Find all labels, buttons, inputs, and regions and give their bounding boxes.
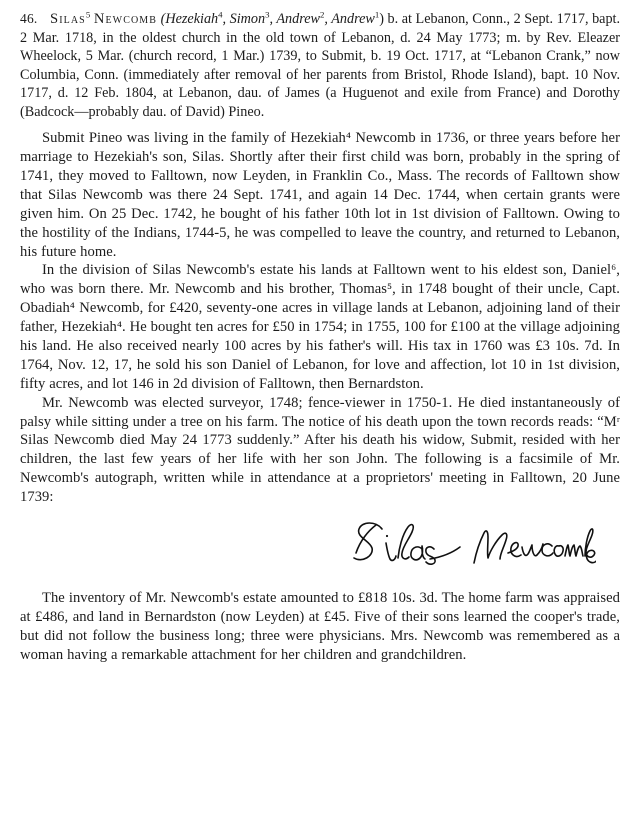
entry-lineage-2: , Simon — [222, 11, 266, 27]
entry-name-generation: 5 — [85, 9, 91, 20]
entry-lineage-gen-2: 3 — [265, 9, 270, 20]
entry-lineage-gen-3: 2 — [319, 9, 325, 20]
genealogy-entry — [20, 10, 620, 121]
signature-facsimile-icon — [346, 515, 596, 581]
paragraph-final: The inventory of Mr. Newcomb's estate amounted to £818 10s. 3d. The home farm was appraised at £486, and land in Bernardston (now Leyden) at £45. Five of their sons learned the cooper's trade, but did not follow the business long; three were physicians. Mrs. Newcomb was remembered as a woman having a remarkable attachment for her children and grandchildren. — [20, 590, 620, 663]
entry-lineage-close: ) — [379, 11, 384, 27]
entry-number: 46. — [20, 11, 38, 26]
entry-detail-text: b. at Lebanon, Conn., 2 Sept. 1717, bapt. 2 Mar. 1718, in the oldest church in the old town of Lebanon, d. 24 May 1773; m. by Rev. Eleazer Wheelock, 5 Mar. (church record, 1 Mar.) 1739, to Submit, b. 19 Oct. 1717, at “Lebanon Crank,” now Columbia, Conn. (immediately after removal of her parents from Bristol, Rhode Island), bapt. 10 Nov. 1717, d. 12 Feb. 1804, at Lebanon, dau. of James (a Huguenot and exile from France) and Dorothy (Badcock—probably dau. of David) Pineo. — [20, 11, 621, 120]
entry-lineage-3: , Andrew — [269, 11, 320, 27]
entry-lineage-gen-4: 1 — [374, 9, 380, 20]
entry-lineage-1: (Hezekiah — [160, 11, 219, 27]
entry-heading — [20, 10, 620, 121]
entry-name: Silas — [50, 11, 86, 27]
paragraph-2: In the division of Silas Newcomb's estate his lands at Falltown went to his eldest son, Daniel⁶, who was born there. Mr. Newcomb and his brother, Thomas⁵, in 1748 bought of their uncle, Capt. Obadiah⁴ Newcomb, for £420, seventy-one acres in village lands at Lebanon, adjoining land of their father, Hezekiah⁴. He bought ten acres for £50 in 1754; in 1755, 100 for £100 at the village adjoining his land. He also received nearly 100 acres by his father's will. His tax in 1760 was £3 10s. 7d. In 1764, Nov. 12, 17, he sold his son Daniel of Lebanon, for love and affection, lot 10 in 1st division, fifty acres, and lot 146 in 2d division of Falltown, then Bernardston. — [20, 262, 620, 392]
entry-lineage-4: , Andrew — [324, 11, 375, 27]
entry-surname: Newcomb — [93, 11, 158, 27]
entry-lineage-gen-1: 4 — [218, 9, 223, 20]
paragraph-1: Submit Pineo was living in the family of Hezekiah⁴ Newcomb in 1736, or three years before her marriage to Hezekiah's son, Silas. Shortly after their first child was born, probably in the spring of 1741, they moved to Falltown, now Leyden, in Franklin Co., Mass. The records of Falltown show that Silas Newcomb was there 24 Sept. 1741, and again 14 Dec. 1744, when certain grants were given him. On 25 Dec. 1742, he bought of his father 10th lot in 1st division of Falltown. Owing to the hostility of the Indians, 1744-5, he was compelled to leave the country, and returned to Lebanon, his future home. — [20, 130, 620, 260]
paragraph-3: Mr. Newcomb was elected surveyor, 1748; fence-viewer in 1750-1. He died instantaneously of palsy while sitting under a tree on his farm. The notice of his death upon the town records reads: “Mʳ Silas Newcomb died May 24 1773 suddenly.” After his death his widow, Submit, resided with her children, the last few years of her life with her son John. The following is a facsimile of Mr. Newcomb's autograph, written while in attendance at a proprietors' meeting in Falltown, 20 June 1739: — [20, 394, 620, 506]
signature-block — [20, 513, 620, 585]
